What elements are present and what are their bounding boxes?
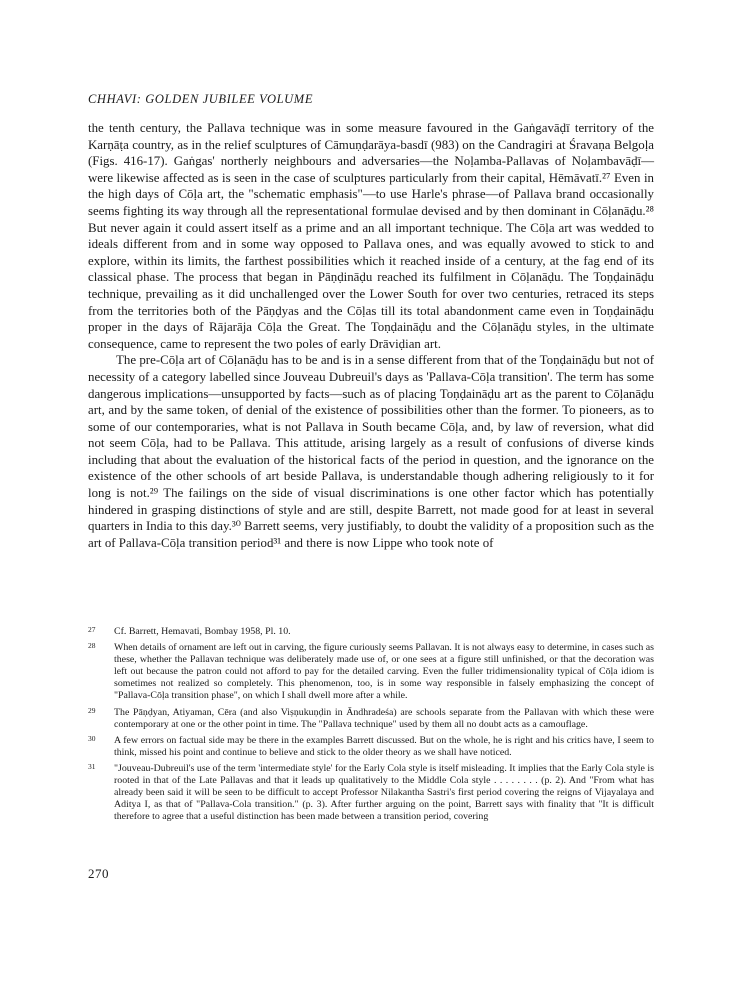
footnote [88,735,654,759]
page-number: 270 [88,866,109,881]
footnote [88,763,654,823]
footnote-text: "Jouveau-Dubreuil's use of the term 'intermediate style' for the Early Cola style is itself misleading. It implies that the Early Cola style is rooted in that of the Late Pallavas and that it leads up qualitatively to the Middle Cola style . . . . . . . . (p. 2). And "From what has already been said it will be seen to be difficult to accept Professor Nilakantha Sastri's first period covering the reigns of Vijayalaya and Aditya I, as that of "Pallava-Cola transition." (p. 3). After further arguing on the point, Barrett says with finality that "It is difficult therefore to agree that a useful distinction has been made between a transition period, covering [114,762,654,823]
running-header: CHHAVI: GOLDEN JUBILEE VOLUME [88,92,314,106]
footnote [88,626,654,638]
footnote-number: 29 [88,705,96,715]
body-text [88,120,654,551]
footnote-number: 30 [88,733,96,743]
footnote-number: 28 [88,641,96,651]
footnote [88,707,654,731]
footnote-text: When details of ornament are left out in carving, the figure curiously seems Pallavan. It is not always easy to determine, in cases such as these, whether the Pallavan technique was deliberately made use of, or one sees at a figure still unfinished, or that the decoration was left out because the patron could not afford to pay for the detailed carving. Even the fuller tridimensionality typical of Cōḷa idiom is sometimes not realized so completely. This phenomenon, too, is in some way responsible in falsely emphasizing the concept of "Pallava-Cōḷa transition phase", on which I shall dwell more after a while. [114,642,654,702]
footnote-number: 31 [88,761,96,771]
footnote-text: Cf. Barrett, Hemavati, Bombay 1958, Pl. 10. [114,626,291,637]
footnote-number: 27 [88,625,96,634]
footnote-text: The Pāṇḍyan, Atiyaman, Cēra (and also Viṣṇukuṇḍin in Āndhradeśa) are schools separate from the Pallavan with which these were contemporary at one or the other point in time. The "Pallava technique" used by them all no doubt acts as a camouflage. [114,706,654,730]
footnote [88,642,654,702]
paragraph: The pre-Cōḷa art of Cōḷanāḍu has to be and is in a sense different from that of the Toṇḍaināḍu but not of necessity of a category labelled since Jouveau Dubreuil's days as 'Pallava-Cōḷa transition'. The term has some dangerous implications—unsupported by facts—such as of placing Toṇḍaināḍu art as the parent to Cōḷanāḍu art, and by the same token, of denial of the existence of possibilities other than the former. To pioneers, as to some of our contemporaries, what is not Pallava in South became Cōḷa, and, by law of reversion, what did not seem Cōḷa, had to be Pallava. This attitude, arising largely as a result of confusions of diverse kinds including that about the evaluation of the historical facts of the period in question, and the ignorance on the existence of the other schools of art beside Pallava, is understandable though adhering religiously to it for long is not.²⁹ The failings on the side of visual discriminations is one other factor which has potentially hindered in grasping distinctions of style and are still, despite Barrett, not made good for at least in several quarters in India to this day.³⁰ Barrett seems, very justifiably, to doubt the validity of a proposition such as the art of Pallava-Cōḷa transition period³¹ and there is now Lippe who took note of [88,353,654,550]
paragraph: the tenth century, the Pallava technique was in some measure favoured in the Gaṅgavāḍī territory of the Karṇāṭa country, as in the relief sculptures of Cāmuṇḍarāya-basdī (983) on the Candragiri at Śravaṇa Belgoḷa (Figs. 416-17). Gaṅgas' northerly neighbours and adversaries—the Noḷamba-Pallavas of Noḷambavāḍī—were likewise affected as is seen in the case of sculptures particularly from their capital, Hēmāvatī.²⁷ Even in the high days of Cōḷa art, the "schematic emphasis"—to use Harle's phrase—of Pallava brand occasionally seems fighting its way through all the representational formulae devised and by then dominant in Cōḷanāḍu.²⁸ But never again it could assert itself as a prime and an all important technique. The Cōḷa art was wedded to ideals different from and in some way opposed to Pallava ones, and was equally avowed to stick to and explore, within its limits, the farthest possibilities which it reached inside of a century, at the fag end of its classical phase. The process that began in Pāṇḍināḍu reached its fulfilment in Cōḷanāḍu. The Toṇḍaināḍu technique, prevailing as it did unchallenged over the Lower South for over two centuries, retraced its steps from the territories both of the Pāṇḍyas and the Cōḷas till its total abandonment came even in Toṇḍaināḍu proper in the days of Rājarāja Cōḷa the Great. The Toṇḍaināḍu and the Cōḷanāḍu styles, in the ultimate consequence, came to represent the two poles of early Drāviḍian art. [88,121,654,351]
footnotes [88,626,654,827]
footnote-text: A few errors on factual side may be there in the examples Barrett discussed. But on the whole, he is right and his critics have, I seem to think, missed his point and continue to believe and stick to the older theory as we shall have noticed. [114,734,654,758]
